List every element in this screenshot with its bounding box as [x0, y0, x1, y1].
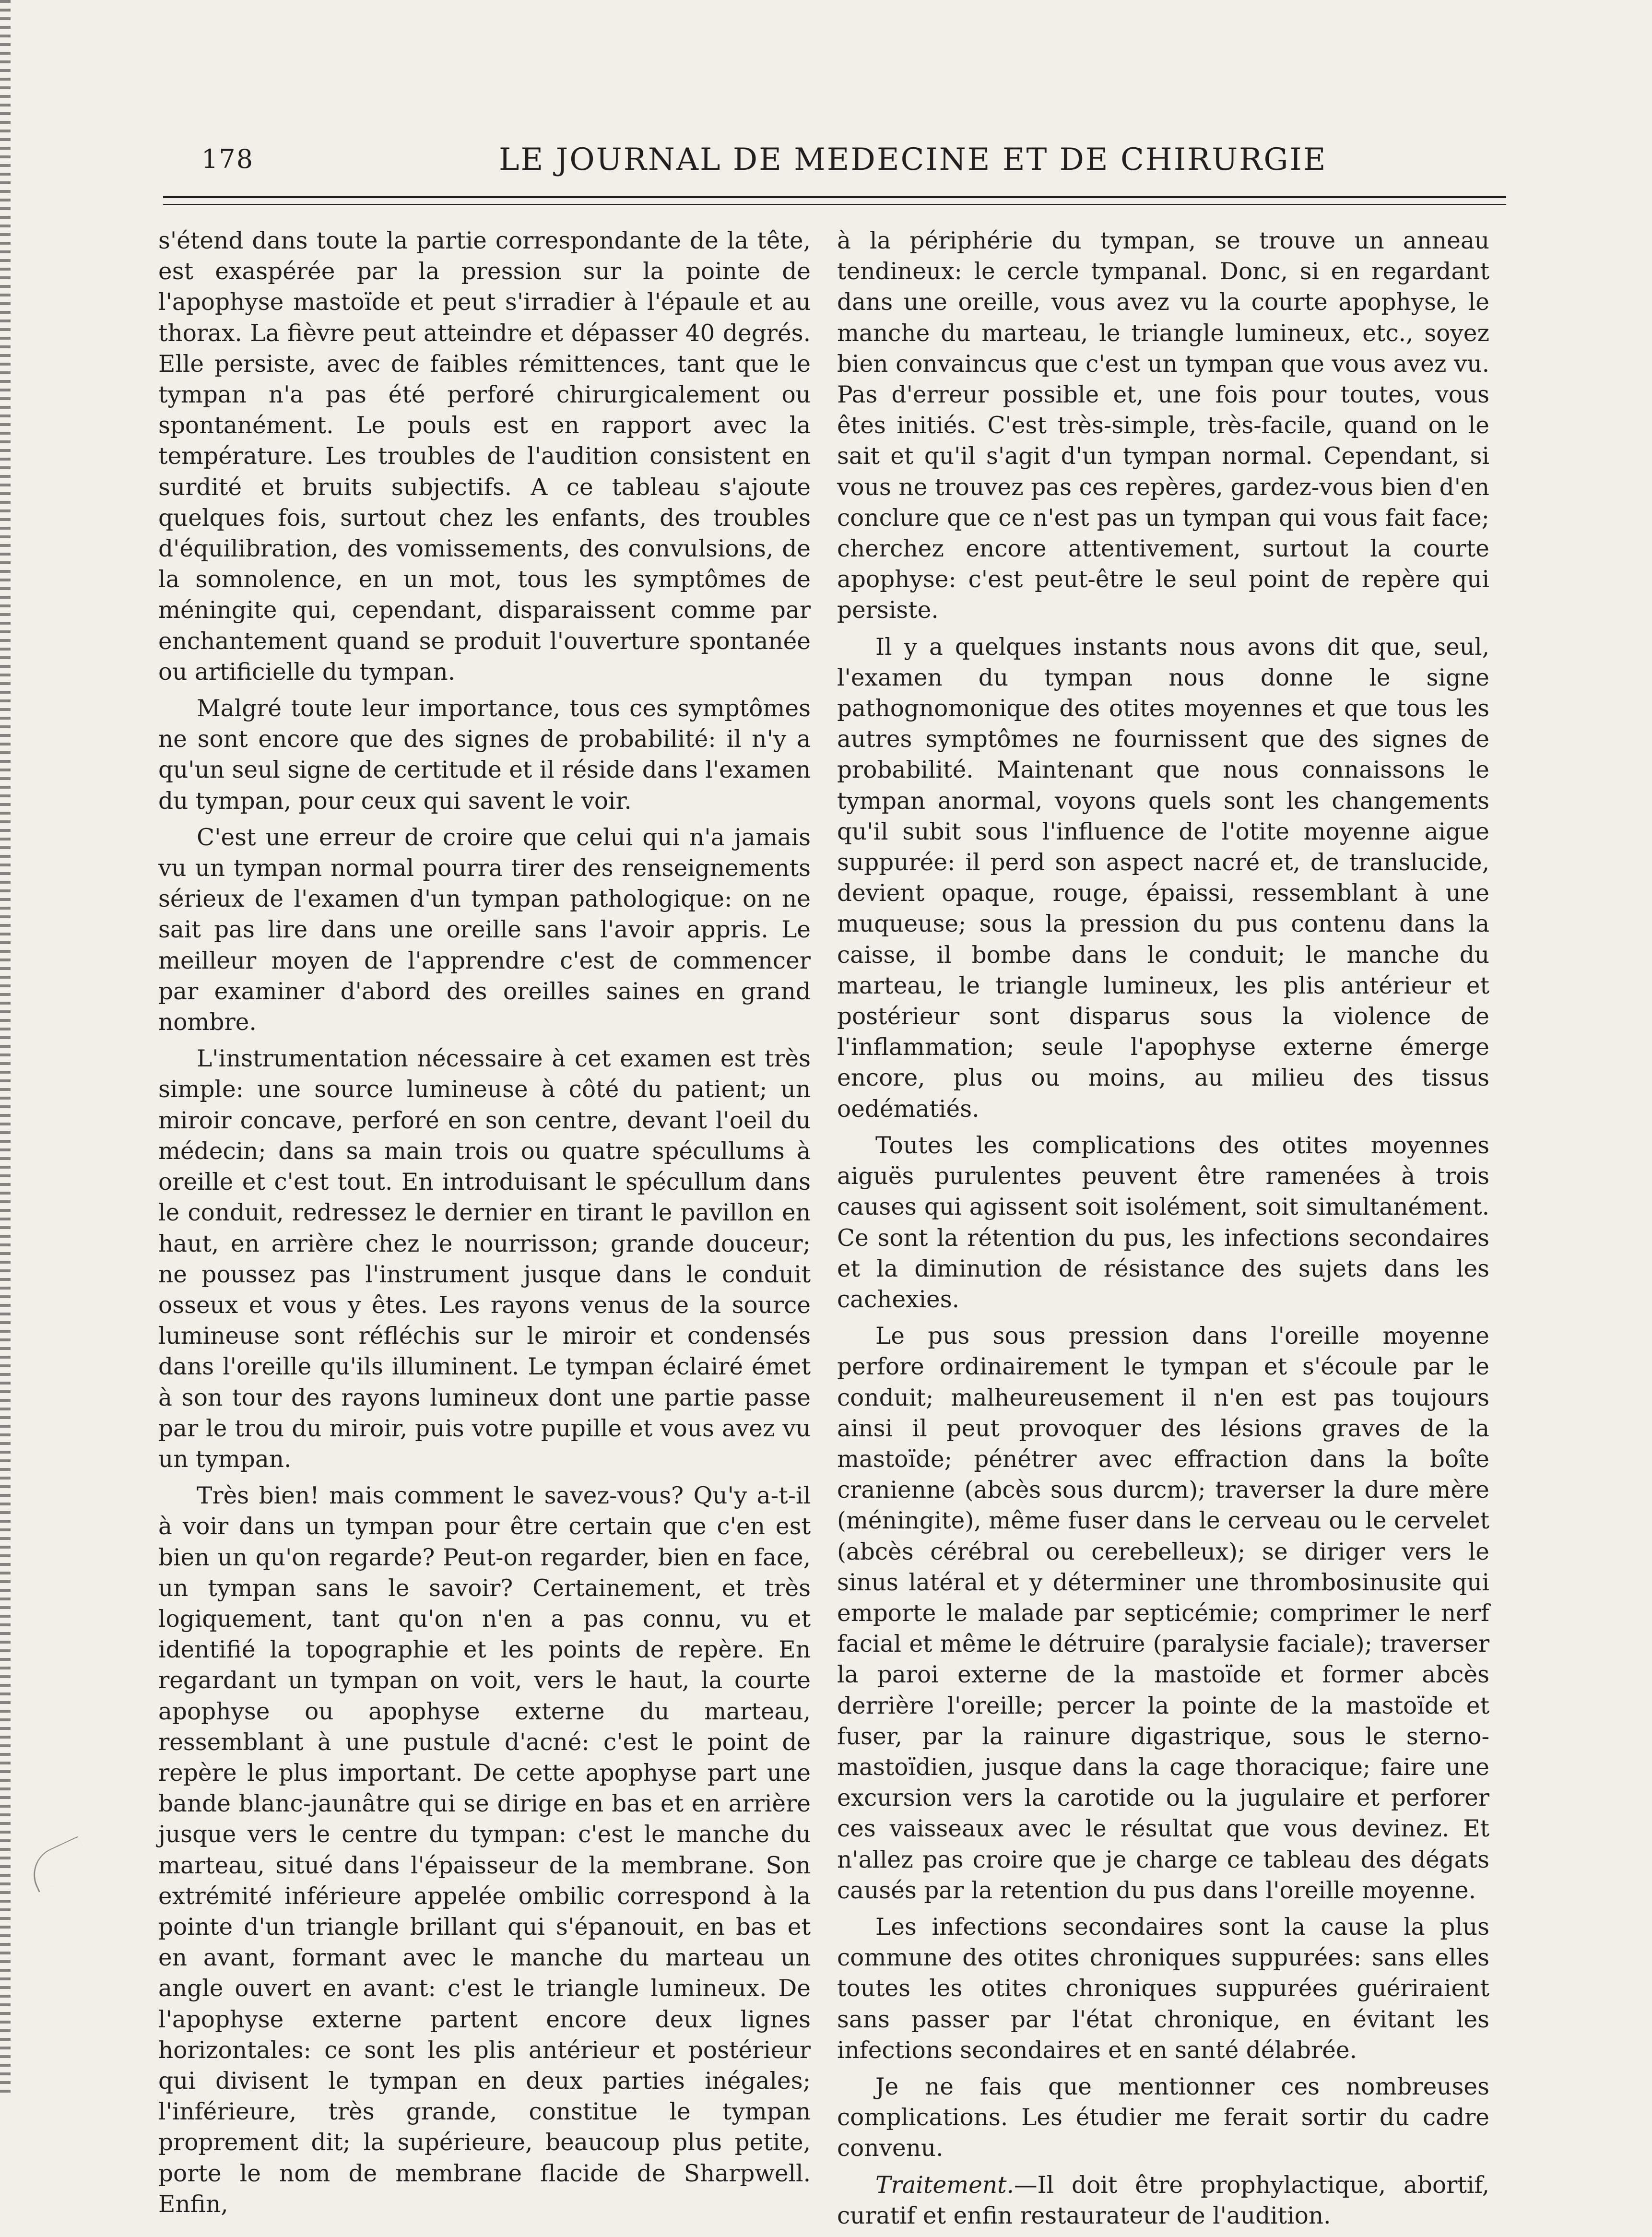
treatment-text: —Il doit être prophylactique, abortif, curatif et enfin restaurateur de l'audition. — [837, 2171, 1489, 2229]
page-number: 178 — [201, 144, 254, 174]
paragraph: C'est une erreur de croire que celui qui n'a jamais vu un tympan normal pourra tirer des renseignements sérieux de l'examen d'un tympan pathologique: on ne sait pas lire dans une oreille sans l'avoir appris. Le meilleur moyen de l'apprendre c'est de commencer par examiner d'abord des oreilles saines en grand nombre. — [158, 824, 811, 1036]
left-column — [158, 225, 811, 2225]
paragraph: Il y a quelques instants nous avons dit que, seul, l'examen du tympan nous donne le signe pathognomonique des otites moyennes et que tous les autres symptômes ne fournissent que des signes de probabilité. Maintenant que nous connaissons le tympan anormal, voyons quels sont les changements qu'il subit sous l'influence de l'otite moyenne aigue suppurée: il perd son aspect nacré et, de translucide, devient opaque, rouge, épaissi, ressemblant à une muqueuse; sous la pression du pus contenu dans la caisse, il bombe dans le conduit; le manche du marteau, le triangle lumineux, les plis antérieur et postérieur sont disparus sous la violence de l'inflammation; seule l'apophyse externe émerge encore, plus ou moins, au milieu des tissus oedématiés. — [837, 633, 1489, 1123]
paragraph: Le pus sous pression dans l'oreille moyenne perfore ordinairement le tympan et s'écoule par le conduit; malheureusement il n'en est pas toujours ainsi il peut provoquer des lésions graves de la mastoïde; pénétrer avec effraction dans la boîte cranienne (abcès sous durcm); traverser la dure mère (méningite), même fuser dans le cerveau ou le cervelet (abcès cérébral ou cerebelleux); se diriger vers le sinus latéral et y déterminer une thrombosinusite qui emporte le malade par septicémie; comprimer le nerf facial et même le détruire (paralysie faciale); traverser la paroi externe de la mastoïde et former abcès derrière l'oreille; percer la pointe de la mastoïde et fuser, par la rainure digastrique, sous le sterno-mastoïdien, jusque dans la cage thoracique; faire une excursion vers la carotide ou la jugulaire et perforer ces vaisseaux avec le résultat que vous devinez. Et n'allez pas croire que je charge ce tableau des dégats causés par la retention du pus dans l'oreille moyenne. — [837, 1323, 1489, 1904]
paragraph: L'instrumentation nécessaire à cet examen est très simple: une source lumineuse à côté du patient; un miroir concave, perforé en son centre, devant l'oeil du médecin; dans sa main trois ou quatre spécullums à oreille et c'est tout. En introduisant le spécullum dans le conduit, redressez le dernier en tirant le pavillon en haut, en arrière chez le nourrisson; grande douceur; ne poussez pas l'instrument jusque dans le conduit osseux et vous y êtes. Les rayons venus de la source lumineuse sont réfléchis sur le miroir et condensés dans l'oreille qu'ils illuminent. Le tympan éclairé émet à son tour des rayons lumineux dont une partie passe par le trou du miroir, puis votre pupille et vous avez vu un tympan. — [158, 1045, 811, 1473]
right-column — [837, 225, 1489, 2237]
paragraph: Je ne fais que mentionner ces nombreuses complications. Les étudier me ferait sortir du cadre convenu. — [837, 2073, 1489, 2162]
header-rule — [163, 196, 1506, 205]
scan-edge-artifact — [0, 0, 11, 2098]
paragraph: Malgré toute leur importance, tous ces symptômes ne sont encore que des signes de probabilité: il n'y a qu'un seul signe de certitude et il réside dans l'examen du tympan, pour ceux qui savent le voir. — [158, 695, 811, 815]
journal-title: LE JOURNAL DE MEDECINE ET DE CHIRURGIE — [499, 142, 1327, 178]
treatment-lead-in: Traitement. — [875, 2171, 1014, 2199]
paragraph: Les infections secondaires sont la cause la plus commune des otites chroniques suppurées: sans elles toutes les otites chroniques suppurées guériraient sans passer par l'état chronique, en évitant les infections secondaires et en santé délabrée. — [837, 1913, 1489, 2064]
paragraph: s'étend dans toute la partie correspondante de la tête, est exaspérée par la pression sur la pointe de l'apophyse mastoïde et peut s'irradier à l'épaule et au thorax. La fièvre peut atteindre et dépasser 40 degrés. Elle persiste, avec de faibles rémittences, tant que le tympan n'a pas été perforé chirurgicalement ou spontanément. Le pouls est en rapport avec la température. Les troubles de l'audition consistent en surdité et bruits subjectifs. A ce tableau s'ajoute quelques fois, surtout chez les enfants, des troubles d'équilibration, des vomissements, des convulsions, de la somnolence, en un mot, tous les symptômes de méningite qui, cependant, disparaissent comme par enchantement quand se produit l'ouverture spontanée ou artificielle du tympan. — [158, 227, 811, 686]
paragraph: Toutes les complications des otites moyennes aiguës purulentes peuvent être ramenées à trois causes qui agissent soit isolément, soit simultanément. Ce sont la rétention du pus, les infections secondaires et la diminution de résistance des sujets dans les cachexies. — [837, 1132, 1489, 1313]
treatment-paragraph — [837, 2170, 1489, 2231]
paragraph: à la périphérie du tympan, se trouve un anneau tendineux: le cercle tympanal. Donc, si en regardant dans une oreille, vous avez vu la courte apophyse, le manche du marteau, le triangle lumineux, etc., soyez bien convaincus que c'est un tympan que vous avez vu. Pas d'erreur possible et, une fois pour toutes, vous êtes initiés. C'est très-simple, très-facile, quand on le sait et qu'il s'agit d'un tympan normal. Cependant, si vous ne trouvez pas ces repères, gardez-vous bien d'en conclure que ce n'est pas un tympan qui vous fait face; cherchez encore attentivement, surtout la courte apophyse: c'est peut-être le seul point de repère qui persiste. — [837, 227, 1489, 624]
paragraph: Très bien! mais comment le savez-vous? Qu'y a-t-il à voir dans un tympan pour être certain que c'en est bien un qu'on regarde? Peut-on regarder, bien en face, un tympan sans le savoir? Certainement, et très logiquement, tant qu'on n'en a pas connu, vu et identifié la topographie et les points de repère. En regardant un tympan on voit, vers le haut, la courte apophyse ou apophyse externe du marteau, ressemblant à une pustule d'acné: c'est le point de repère le plus important. De cette apophyse part une bande blanc-jaunâtre qui se dirige en bas et en arrière jusque vers le centre du tympan: c'est le manche du marteau, situé dans l'épaisseur de la membrane. Son extrémité inférieure appelée ombilic correspond à la pointe d'un triangle brillant qui s'épanouit, en bas et en avant, formant avec le manche du marteau un angle ouvert en avant: c'est le triangle lumineux. De l'apophyse externe partent encore deux lignes horizontales: ce sont les plis antérieur et postérieur qui divisent le tympan en deux parties inégales; l'inférieure, très grande, constitue le tympan proprement dit; la supérieure, beaucoup plus petite, porte le nom de membrane flacide de Sharpwell. Enfin, — [158, 1482, 811, 2218]
running-head — [163, 120, 1506, 197]
scan-stray-mark — [24, 1836, 93, 1892]
